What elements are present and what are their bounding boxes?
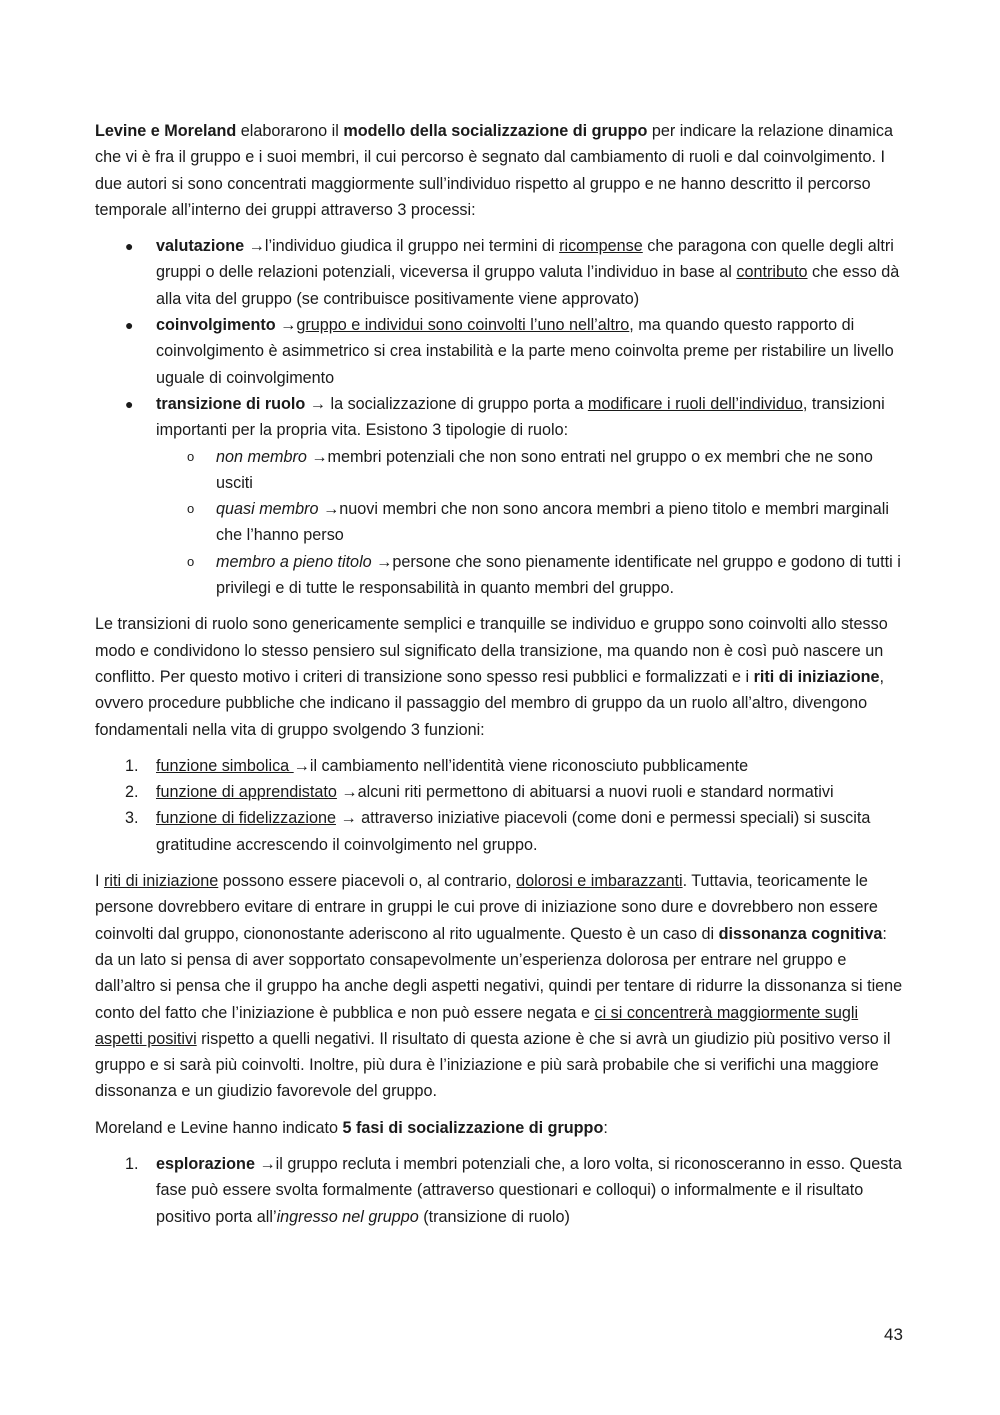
paragraph-fasi [95, 1115, 905, 1141]
text-span: . Tuttavia, teoricamente le persone dovrebbero evitare di entrare in gruppi le cui prove di iniziazione sono dure e dovrebbero non essere coinvolti dal gruppo, ciononostante aderiscono al rito ugualmente. Questo è un caso di [95, 872, 878, 943]
text-span: per indicare la relazione dinamica che vi è fra il gruppo e i suoi membri, il cui percorso è segnato dal cambiamento di ruoli e dal coinvolgimento. I due autori si sono concentrati maggiormente sull’individuo rispetto al gruppo e ne hanno descritto il percorso temporale all’interno dei gruppi attraverso 3 processi: [95, 122, 893, 219]
list-item-funzione-fidelizzazione [95, 805, 905, 858]
underlined-text: gruppo e individui sono coinvolti l’uno nell’altro [296, 316, 630, 335]
text-span: →nuovi membri che non sono ancora membri a pieno titolo e membri marginali che l’hanno perso [216, 500, 889, 545]
text-span: → attraverso iniziative piacevoli (come doni e permessi speciali) si suscita gratitudine accrescendo il coinvolgimento nel gruppo. [156, 809, 871, 854]
bold-authors: Levine e Moreland [95, 122, 237, 140]
underlined-text: dolorosi e imbarazzanti [516, 872, 683, 891]
text-span: , transizioni importanti per la propria vita. Esistono 3 tipologie di ruolo: [156, 394, 885, 440]
list-item-esplorazione [95, 1151, 905, 1230]
list-item-funzione-simbolica [95, 753, 905, 779]
list-number: 1. [125, 1154, 139, 1173]
italic-term: membro a pieno titolo [216, 552, 372, 571]
text-span: I [95, 872, 104, 891]
text-span: : [603, 1118, 608, 1137]
underlined-text: funzione di apprendistato [156, 783, 337, 802]
underlined-text: ci si concentrerà maggiormente sugli aspetti positivi [95, 1003, 859, 1048]
sub-item-non-membro [95, 444, 905, 497]
text-span: →l’individuo giudica il gruppo nei termini di [244, 237, 560, 256]
bold-term: transizione di ruolo [156, 394, 306, 413]
bullet-icon: ● [125, 238, 134, 255]
text-span: , ovvero procedure pubbliche che indicano il passaggio del membro di gruppo da un ruolo all’altro, divengono fondamentali nella vita di gruppo svolgendo 3 funzioni: [95, 667, 885, 739]
circle-bullet-icon: o [187, 448, 195, 464]
paragraph-intro [95, 118, 905, 223]
list-item-valutazione [95, 233, 905, 312]
list-item-coinvolgimento [95, 312, 905, 391]
text-span: →persone che sono pienamente identificate nel gruppo e godono di tutti i privilegi e di tutte le responsabilità in quanto membri del gruppo. [216, 552, 901, 598]
text-span: elaborarono il [236, 122, 344, 140]
bold-term: coinvolgimento [156, 316, 276, 335]
text-span: →il gruppo recluta i membri potenziali che, a loro volta, si riconosceranno in esso. Questa fase può essere svolta formalmente (attraverso questionari e colloqui) o informalmente e il risultato positivo porta all’ [156, 1154, 902, 1226]
text-span: →membri potenziali che non sono entrati nel gruppo o ex membri che ne sono usciti [216, 447, 873, 492]
text-span: rispetto a quelli negativi. Il risultato di questa azione è che si avrà un giudizio più positivo verso il gruppo e si sarà più coinvolti. Inoltre, più dura è l’iniziazione e più sarà probabile che si verifichi una maggiore dissonanza e un giudizio favorevole del gruppo. [95, 1029, 891, 1101]
list-item-funzione-apprendistato [95, 779, 905, 805]
underlined-text: contributo [736, 263, 808, 282]
underlined-text: funzione simbolica [156, 756, 294, 775]
text-span: che paragona con quelle degli altri gruppi o delle relazioni potenziali, viceversa il gruppo valuta l’individuo in base al [156, 237, 894, 282]
italic-term: non membro [216, 447, 307, 466]
underlined-text: funzione di fidelizzazione [156, 809, 336, 828]
paragraph-transizioni [95, 611, 905, 742]
underlined-text: ricompense [559, 237, 643, 256]
bold-term: valutazione [156, 237, 245, 256]
list-number: 1. [125, 756, 139, 775]
list-item-transizione [95, 391, 905, 444]
text-span: , ma quando questo rapporto di coinvolgimento è asimmetrico si crea instabilità e la parte meno coinvolta preme per ristabilire un livello uguale di coinvolgimento [156, 316, 894, 387]
page-number: 43 [884, 1325, 903, 1344]
paragraph-riti [95, 868, 905, 1105]
bold-term: esplorazione [156, 1154, 255, 1173]
bullet-icon: ● [125, 317, 134, 334]
text-span: (transizione di ruolo) [418, 1207, 570, 1226]
circle-bullet-icon: o [187, 501, 195, 517]
bullet-icon: ● [125, 395, 134, 412]
process-list [95, 233, 905, 601]
text-span: → [275, 316, 297, 335]
bold-term: 5 fasi di socializzazione di gruppo [342, 1118, 604, 1137]
document-page [95, 118, 905, 1240]
circle-bullet-icon: o [187, 553, 195, 569]
bold-model: modello della socializzazione di gruppo [343, 122, 648, 140]
text-span: →alcuni riti permettono di abituarsi a nuovi ruoli e standard normativi [336, 783, 834, 802]
text-span: →il cambiamento nell’identità viene riconosciuto pubblicamente [293, 756, 749, 775]
text-span: : da un lato si pensa di aver sopportato consapevolmente un’esperienza dolorosa per entrare nel gruppo e dall’altro si pensa che il gruppo ha anche degli aspetti negativi, quindi per tentare di ridurre la dissonanza si tiene conto del fatto che l’iniziazione è pubblica e non può essere negata e [95, 924, 903, 1022]
italic-term: quasi membro [216, 500, 319, 519]
underlined-text: modificare i ruoli dell’individuo [587, 394, 803, 413]
italic-term: ingresso nel gruppo [276, 1207, 419, 1226]
text-span: → la socializzazione di gruppo porta a [305, 394, 588, 413]
functions-list [95, 753, 905, 858]
text-span: Le transizioni di ruolo sono genericamente semplici e tranquille se individuo e gruppo sono coinvolti allo stesso modo e condividono lo stesso pensiero sul significato della transizione, ma quando non è così può nascere un conflitto. Per questo motivo i criteri di transizione sono spesso resi pubblici e formalizzati e i [95, 615, 888, 686]
text-span: Moreland e Levine hanno indicato [95, 1118, 343, 1137]
bold-term: riti di iniziazione [753, 667, 880, 686]
sub-item-quasi-membro [95, 496, 905, 549]
list-number: 2. [125, 783, 139, 802]
bold-term: dissonanza cognitiva [718, 924, 883, 943]
sub-item-membro-pieno [95, 549, 905, 602]
underlined-text: riti di iniziazione [104, 872, 219, 891]
text-span: possono essere piacevoli o, al contrario, [218, 872, 517, 891]
phases-list [95, 1151, 905, 1230]
text-span: che esso dà alla vita del gruppo (se contribuisce positivamente viene approvato) [156, 263, 900, 308]
list-number: 3. [125, 809, 139, 828]
